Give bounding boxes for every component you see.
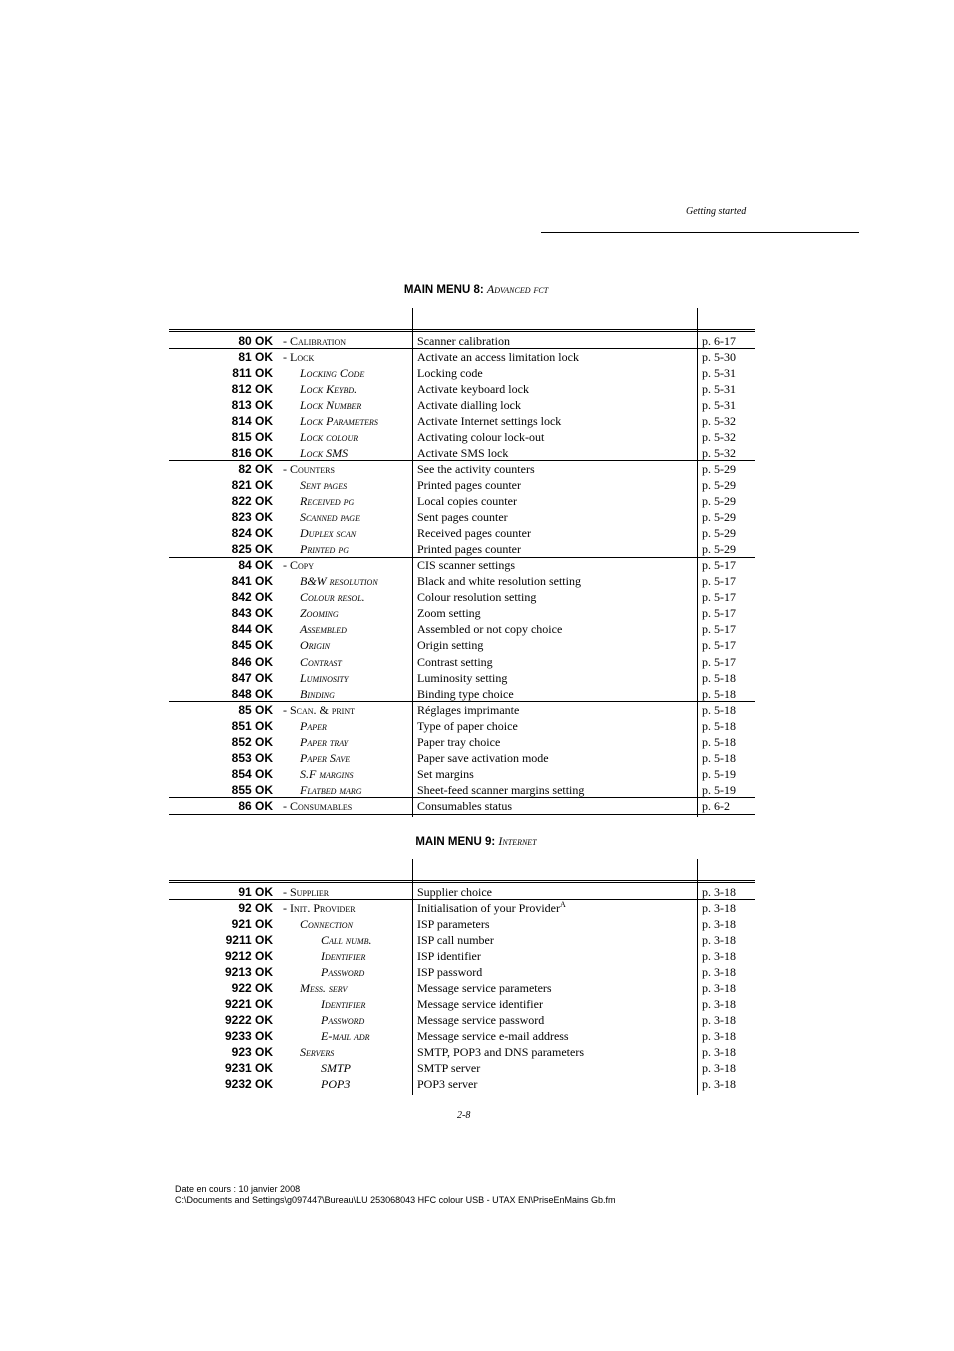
table-row [169,996,755,1012]
page-reference: p. 5-18 [702,670,736,685]
menu-item-name: Identifier [321,948,366,963]
table-row [169,637,755,653]
menu-code: 9221 OK [224,996,273,1011]
menu-code: 855 OK [231,782,273,797]
menu-code: 851 OK [231,718,273,733]
menu-item-description: Activate SMS lock [417,445,509,460]
menu-item-name: - Calibration [283,333,346,348]
menu-item-name: Call numb. [321,932,372,947]
table-row [169,1076,755,1092]
footnote-marker: A [559,899,566,909]
menu-item-name: B&W resolution [300,574,378,589]
menu-item-description: ISP identifier [417,948,481,963]
menu8-subtitle: Advanced fct [486,282,549,296]
table-row [169,1012,755,1028]
menu-item-description: Message service identifier [417,996,543,1011]
menu-item-description: Initialisation of your Provider$^A$ [417,899,566,915]
menu-item-description: Assembled or not copy choice [417,622,563,637]
table-row [169,621,755,637]
menu-code: 921 OK [231,916,273,931]
menu-item-description: Contrast setting [417,654,493,669]
page-reference: p. 5-17 [702,574,736,589]
page-reference: p. 5-31 [702,365,736,380]
menu-code: 9212 OK [224,948,273,963]
table-row [169,589,755,605]
table-row [169,429,755,445]
menu-item-description: Origin setting [417,638,484,653]
menu-code: 846 OK [231,654,273,669]
menu-item-name: Duplex scan [300,526,357,541]
table-row [169,670,755,686]
menu-code: 843 OK [231,606,273,621]
menu-item-description: Paper save activation mode [417,750,549,765]
table-row [169,750,755,766]
menu-item-description: Message service password [417,1012,545,1027]
menu-item-description: POP3 server [417,1077,478,1092]
table-row [169,798,755,814]
table-row [169,884,755,900]
page-reference: p. 5-18 [702,702,736,717]
menu-item-name: - Counters [283,461,335,476]
menu-code: 847 OK [231,670,273,685]
menu-code: 842 OK [231,590,273,605]
menu-item-name: E-mail adr [321,1028,370,1043]
menu-item-description: Activate Internet settings lock [417,413,562,428]
table-row [169,916,755,932]
menu-code: 823 OK [231,510,273,525]
page-reference: p. 5-19 [702,766,736,781]
menu-item-name: Printed pg [300,542,349,557]
menu-item-description: Received pages counter [417,526,531,541]
menu-item-description: Message service e-mail address [417,1028,569,1043]
menu-item-name: Received pg [300,494,355,508]
menu-code: 822 OK [231,494,273,508]
menu-code: 853 OK [231,750,273,765]
menu-item-description: Sent pages counter [417,510,508,525]
menu-item-description: SMTP, POP3 and DNS parameters [417,1045,584,1059]
table-row [169,605,755,621]
footer-date: Date en cours : 10 janvier 2008 [175,1184,301,1194]
page-reference: p. 3-18 [702,1012,736,1027]
menu-item-name: Lock colour [300,429,359,444]
table-bottom-rule [169,814,755,815]
page-reference: p. 5-17 [702,654,736,669]
table-row [169,525,755,541]
page-reference: p. 3-18 [702,900,736,915]
table-row [169,718,755,734]
menu-item-name: - Init. Provider [283,900,356,915]
menu8-title [0,282,953,297]
menu9-title [0,834,953,849]
menu-code: 852 OK [231,734,273,749]
menu-item-name: Lock Number [300,397,362,412]
menu-item-description: Scanner calibration [417,333,510,348]
page-reference: p. 3-18 [702,996,736,1011]
menu-item-name: Password [321,1012,365,1027]
table-row [169,932,755,948]
menu-item-name: Lock Keybd. [300,381,358,396]
menu-item-name: Lock Parameters [300,413,378,428]
page-reference: p. 6-2 [702,798,730,813]
table-row [169,445,755,461]
menu-code: 92 OK [238,900,273,915]
menu-item-name: Colour resol. [300,590,365,605]
menu-item-name: Identifier [321,996,366,1011]
page-reference: p. 5-31 [702,381,736,396]
page-reference: p. 5-29 [702,461,736,476]
table-row [169,461,755,477]
menu-item-name: - Scan. & print [283,702,356,717]
menu-item-name: Lock SMS [300,445,349,460]
table-row [169,509,755,525]
menu-item-description: Supplier choice [417,884,492,899]
page-reference: p. 3-18 [702,1045,736,1059]
menu-item-description: Paper tray choice [417,734,501,749]
page-reference: p. 5-17 [702,622,736,637]
page-reference: p. 5-18 [702,718,736,733]
menu-item-description: Local copies counter [417,494,517,508]
page-reference: p. 5-32 [702,429,736,444]
menu-code: 82 OK [238,461,273,476]
menu-code: 824 OK [231,526,273,541]
menu-code: 9211 OK [225,932,273,947]
page-reference: p. 5-29 [702,526,736,541]
page-reference: p. 5-30 [702,349,736,364]
page-reference: p. 5-18 [702,734,736,749]
menu-code: 813 OK [231,397,273,412]
table-row [169,413,755,429]
menu-item-description: Printed pages counter [417,477,521,492]
menu-item-description: Réglages imprimante [417,702,520,717]
menu-code: 815 OK [231,429,273,444]
menu-item-name: Connection [300,916,353,931]
page-reference: p. 3-18 [702,980,736,995]
page-reference: p. 5-17 [702,590,736,605]
menu-code: 9232 OK [224,1077,273,1092]
table-row [169,900,755,916]
page-reference: p. 3-18 [702,884,736,899]
menu9-title-label: MAIN MENU 9: [415,836,499,848]
menu9-table [169,859,755,1095]
table-row [169,333,755,349]
menu-item-name: Luminosity [300,670,349,685]
menu-item-description: ISP password [417,964,483,979]
menu-code: 814 OK [231,413,273,428]
menu-item-description: Message service parameters [417,980,552,995]
menu-code: 811 OK [232,365,273,380]
page-reference: p. 3-18 [702,916,736,931]
menu-item-description: Activate an access limitation lock [417,349,579,364]
page-number: 2-8 [457,1110,471,1121]
menu-item-description: Activate keyboard lock [417,381,529,396]
menu-code: 845 OK [231,638,273,653]
menu-code: 923 OK [231,1045,273,1059]
menu8-table [169,308,755,817]
page-reference: p. 5-18 [702,750,736,765]
running-header: Getting started [686,206,747,217]
menu-item-description: See the activity counters [417,461,535,476]
menu-code: 816 OK [231,445,273,460]
menu-item-name: SMTP [321,1061,351,1076]
table-row [169,782,755,798]
menu-item-name: Locking Code [300,365,365,380]
table-row [169,948,755,964]
menu-code: 922 OK [231,980,273,995]
page-reference: p. 5-29 [702,477,736,492]
menu8-title-label: MAIN MENU 8: [403,284,487,296]
menu9-subtitle: Internet [498,834,537,848]
menu-code: 9231 OK [224,1061,273,1076]
menu-item-description: Activate dialling lock [417,397,521,412]
menu-item-description: Type of paper choice [417,718,518,733]
table-row [169,477,755,493]
menu-item-name: Servers [300,1045,335,1059]
menu-item-name: Paper Save [300,750,351,765]
page-reference: p. 5-17 [702,558,736,573]
menu-item-name: Assembled [300,622,347,637]
page-reference: p. 3-18 [702,1077,736,1092]
menu-item-description: Locking code [417,365,483,380]
page-reference: p. 3-18 [702,1061,736,1076]
menu-code: 84 OK [238,558,273,573]
footer-path: C:\Documents and Settings\g097447\Bureau\LU 253068043 HFC colour USB - UTAX EN\PriseEnMains Gb.fm [175,1195,616,1205]
table-row [169,980,755,996]
table-row [169,381,755,397]
menu-item-description: Binding type choice [417,686,514,701]
menu-code: 812 OK [231,381,273,396]
menu-item-name: Password [321,964,365,979]
menu-code: 81 OK [238,349,273,364]
menu-item-name: Contrast [300,654,342,669]
menu-code: 825 OK [231,542,273,557]
page-reference: p. 3-18 [702,948,736,963]
menu-item-description: Set margins [417,766,474,781]
table-row [169,573,755,589]
page-reference: p. 5-29 [702,510,736,525]
table-row [169,702,755,718]
menu-code: 91 OK [238,884,273,899]
page-reference: p. 5-29 [702,494,736,508]
table-row [169,654,755,670]
menu-item-description: SMTP server [417,1061,481,1076]
menu-item-description: Colour resolution setting [417,590,537,605]
menu-item-description: CIS scanner settings [417,558,515,573]
menu-item-description: Printed pages counter [417,542,521,557]
page-reference: p. 5-32 [702,413,736,428]
menu-code: 844 OK [231,622,273,637]
menu-item-description: Activating colour lock-out [417,429,545,444]
menu-item-description: Zoom setting [417,606,481,621]
menu-item-description: Consumables status [417,798,512,813]
menu-item-name: - Supplier [283,884,330,899]
table-row [169,964,755,980]
table-row [169,686,755,702]
menu-item-name: Origin [300,638,330,653]
page-reference: p. 3-18 [702,964,736,979]
page-reference: p. 3-18 [702,932,736,947]
table-row [169,493,755,509]
menu-item-name: Paper tray [300,734,349,749]
menu-item-name: Scanned page [300,510,360,525]
table-row [169,349,755,365]
menu-code: 854 OK [231,766,273,781]
page-reference: p. 5-29 [702,542,736,557]
menu-code: 9222 OK [224,1012,273,1027]
page-reference: p. 6-17 [702,333,736,348]
menu-code: 80 OK [238,333,273,348]
table-row [169,766,755,782]
menu-code: 85 OK [238,702,273,717]
table-row [169,1060,755,1076]
table-row [169,734,755,750]
menu-item-name: S.F margins [300,766,354,781]
menu-item-name: Mess. serv [300,980,348,995]
menu-item-name: - Copy [283,558,315,573]
menu-item-description: ISP call number [417,932,494,947]
menu-code: 9233 OK [224,1028,273,1043]
menu-item-name: Sent pages [300,477,348,492]
page-reference: p. 5-19 [702,782,736,797]
menu-code: 86 OK [238,798,273,813]
menu-item-name: - Consumables [283,798,353,813]
menu-item-name: Flatbed marg [300,782,362,797]
menu-item-name: Binding [300,686,335,701]
table-row [169,1044,755,1060]
table-row [169,397,755,413]
menu-item-name: - Lock [283,349,315,364]
page-reference: p. 5-32 [702,445,736,460]
menu-code: 9213 OK [224,964,273,979]
table-row [169,541,755,557]
menu-code: 821 OK [231,477,273,492]
page-reference: p. 5-31 [702,397,736,412]
menu-item-name: POP3 [321,1077,351,1092]
table-row [169,365,755,381]
menu-item-name: Paper [300,718,327,733]
menu-item-name: Zooming [300,606,339,621]
menu-code: 841 OK [231,574,273,589]
menu-item-description: ISP parameters [417,916,490,931]
menu-item-description: Black and white resolution setting [417,574,581,589]
menu-item-description: Luminosity setting [417,670,508,685]
menu-code: 848 OK [231,686,273,701]
page-reference: p. 3-18 [702,1028,736,1043]
header-rule [541,232,859,233]
table-row [169,1028,755,1044]
table-row [169,557,755,573]
page-reference: p. 5-18 [702,686,736,701]
menu-item-description: Sheet-feed scanner margins setting [417,782,585,797]
page-reference: p. 5-17 [702,606,736,621]
page-reference: p. 5-17 [702,638,736,653]
